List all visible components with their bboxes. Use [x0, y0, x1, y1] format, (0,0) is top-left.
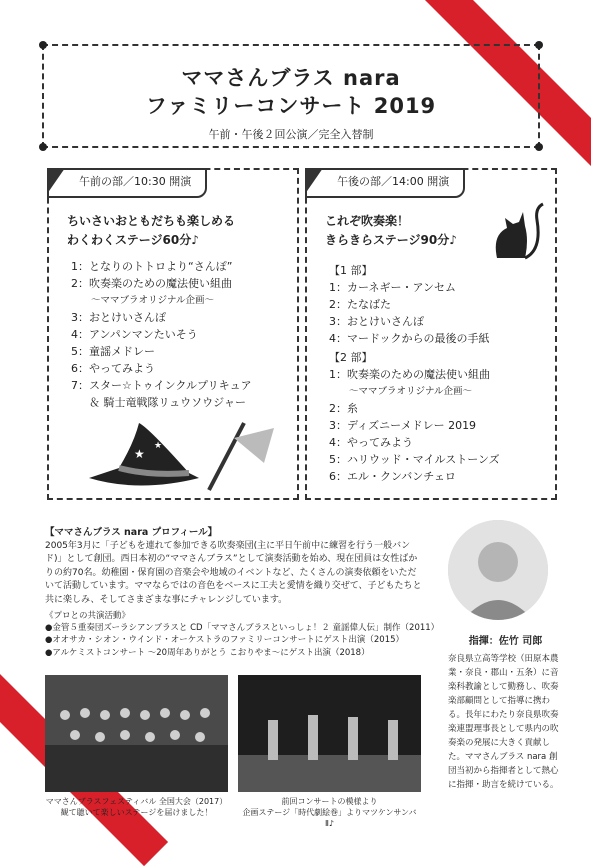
- morning-lead: [67, 212, 235, 250]
- item-number: 5：: [71, 345, 89, 358]
- item-number: 2：: [329, 402, 347, 415]
- item-number: 4：: [329, 436, 347, 449]
- activity-item: ●アルケミストコンサート 〜20周年ありがとう こおりやま〜にゲスト出演（2018）: [45, 647, 370, 658]
- item-number: 7：: [71, 379, 89, 392]
- festival-group-photo: [45, 675, 228, 792]
- item-title: ハリウッド・マイルストーンズ: [347, 453, 500, 466]
- program-item: [71, 360, 252, 377]
- corner-dot: [535, 41, 543, 49]
- conductor-bio: 奈良県立高等学校（田原本農業・奈良・郡山・五条）に音楽科教諭として勤務し、吹奏楽部顧問として指導に携わる。長年にわたり奈良県吹奏楽連盟理事長として県内の吹奏楽の発展に大きく貢献した。ママさんブラス nara 創団当初から指揮者として熱心に指揮・助言を続けている。: [448, 654, 559, 790]
- stage-photo-placeholder: [238, 675, 421, 792]
- item-title: 吹奏楽のための魔法使い組曲: [347, 368, 490, 381]
- group-photo-placeholder: [45, 675, 228, 792]
- item-title: エル・クンバンチェロ: [347, 470, 456, 483]
- program-item: [329, 330, 500, 347]
- item-number: 3：: [329, 419, 347, 432]
- item-note: 〜ママブラオリジナル企画〜: [91, 295, 215, 306]
- svg-text:★: ★: [134, 447, 145, 461]
- photo1-caption: [45, 796, 228, 818]
- witch-hat-and-broom-icon: [79, 418, 279, 496]
- caption-line: ママさんブラスフェスティバル 全国大会（2017）: [45, 797, 228, 806]
- program-item: [71, 326, 252, 343]
- item-number: 2：: [329, 298, 347, 311]
- program-item: [329, 366, 500, 383]
- page-title-line1: ママさんブラス nara: [181, 66, 401, 90]
- item-number: 1：: [71, 260, 89, 273]
- pro-activities: [45, 610, 440, 659]
- item-title: 吹奏楽のための魔法使い組曲: [89, 277, 232, 290]
- program-item: [329, 400, 500, 417]
- item-number: 4：: [329, 332, 347, 345]
- program-item: [329, 313, 500, 330]
- item-number: 5：: [329, 453, 347, 466]
- item-title: カーネギー・アンセム: [347, 281, 457, 294]
- corner-dot: [39, 143, 47, 151]
- page-title-line2: ファミリーコンサート 2019: [145, 94, 437, 118]
- item-title: アンパンマンたいそう: [89, 328, 198, 341]
- item-title-continued: ＆ 騎士竜戦隊リュウソウジャー: [89, 396, 246, 409]
- item-number: 2：: [71, 277, 89, 290]
- afternoon-program-list: [329, 260, 500, 485]
- program-item: [329, 434, 500, 451]
- afternoon-tab: 午後の部／14:00 開演: [305, 168, 465, 198]
- program-item: [71, 343, 252, 360]
- item-title: たなばた: [347, 298, 391, 311]
- conductor-portrait: [448, 520, 548, 620]
- title-frame: [42, 44, 540, 148]
- activity-item: ●オオサカ・シオン・ウインド・オーケストラのファミリーコンサートにゲスト出演（2015）: [45, 635, 405, 646]
- band-profile: [45, 526, 425, 608]
- afternoon-program-box: [305, 168, 557, 500]
- program-item: [71, 377, 252, 394]
- item-number: 3：: [329, 315, 347, 328]
- item-note: 〜ママブラオリジナル企画〜: [349, 386, 473, 397]
- program-item: [329, 451, 500, 468]
- afternoon-lead-line1: これぞ吹奏楽！: [325, 214, 410, 228]
- caption-line: 観て聴いて楽しいステージを届けました！: [60, 808, 213, 817]
- item-title: やってみよう: [347, 436, 413, 449]
- item-title: となりのトトロより“さんぽ”: [89, 260, 233, 273]
- activity-item: ●金管５重奏団ズーラシアンブラスと CD「ママさんブラスといっしょ！２ 童謡偉人伝」制作（2011）: [45, 623, 440, 634]
- concert-stage-photo: [238, 675, 421, 792]
- item-title: スター☆トゥインクルプリキュア: [89, 379, 252, 392]
- part-1-label: 【1 部】: [329, 264, 373, 277]
- item-number: 1：: [329, 281, 347, 294]
- item-title: やってみよう: [89, 362, 155, 375]
- item-number: 1：: [329, 368, 347, 381]
- morning-lead-line2: わくわくステージ60分♪: [67, 233, 199, 247]
- item-title: マードックからの最後の手紙: [347, 332, 490, 345]
- program-item: [329, 279, 500, 296]
- item-number: 4：: [71, 328, 89, 341]
- afternoon-lead-line2: きらきらステージ90分♪: [325, 233, 457, 247]
- afternoon-lead: [325, 212, 457, 250]
- profile-heading: 【ママさんブラス nara プロフィール】: [45, 527, 218, 538]
- item-number: 6：: [329, 470, 347, 483]
- program-item: [329, 296, 500, 313]
- item-number: 6：: [71, 362, 89, 375]
- part-2-label: 【2 部】: [329, 351, 373, 364]
- corner-dot: [535, 143, 543, 151]
- item-title: 童謡メドレー: [89, 345, 155, 358]
- activities-heading: 《プロとの共演活動》: [45, 611, 131, 621]
- corner-dot: [39, 41, 47, 49]
- item-number: 3：: [71, 311, 89, 324]
- photo2-caption: [238, 796, 421, 829]
- svg-text:★: ★: [154, 441, 163, 451]
- morning-lead-line1: ちいさいおともだちも楽しめる: [67, 214, 236, 228]
- morning-tab: 午前の部／10:30 開演: [47, 168, 207, 198]
- page-subtitle: 午前・午後２回公演／完全入替制: [208, 128, 374, 141]
- caption-line: 企画ステージ「時代劇絵巻」よりマツケンサンバⅡ♪: [242, 808, 417, 828]
- program-item: [71, 275, 252, 292]
- program-item: [71, 258, 252, 275]
- morning-program-list: [71, 258, 252, 411]
- caption-line: 前回コンサートの模様より: [281, 797, 378, 806]
- black-cat-icon: [487, 200, 547, 260]
- program-item: [71, 309, 252, 326]
- conductor-title: 指揮：佐竹 司郎: [468, 636, 543, 647]
- program-item: [329, 417, 500, 434]
- conductor-portrait-placeholder: [448, 520, 548, 620]
- profile-body: 2005年3月に「子どもを連れて参加できる吹奏楽団(主に平日午前中に練習を行う一般バンド)」として創団。西日本初の“ママさんブラス”として演奏活動を始め、現在団員は女性ばかりの約70名。幼稚園・保育園の音楽会や地域のイベントなど、たくさんの演奏依頼をいただいて活動しています。ママならではの音色をベースに工夫と愛情を織り交ぜて、子どもたちと共に楽しみ、そしてさまざまな事にチャレンジしています。: [45, 540, 422, 605]
- item-title: おとけいさんぽ: [89, 311, 166, 324]
- item-title: ディズニーメドレー 2019: [347, 419, 477, 432]
- program-item: [329, 468, 500, 485]
- item-title: 糸: [347, 402, 358, 415]
- item-title: おとけいさんぽ: [347, 315, 424, 328]
- morning-program-box: [47, 168, 299, 500]
